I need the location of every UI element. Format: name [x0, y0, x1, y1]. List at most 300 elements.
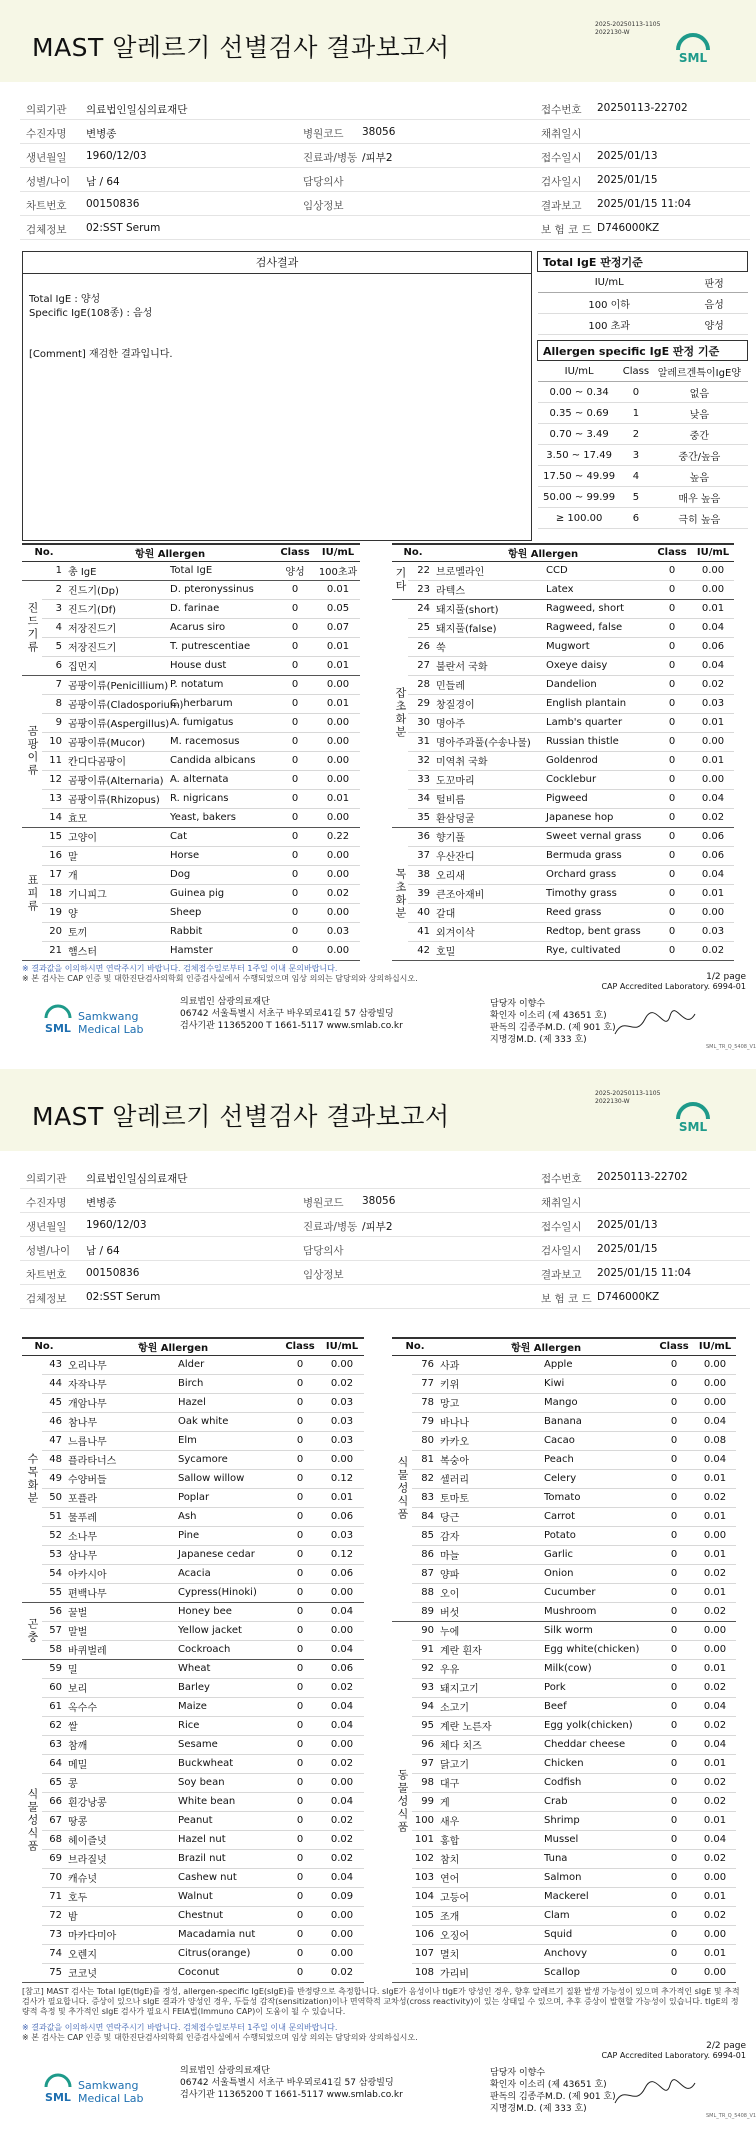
allergen-row [22, 1564, 364, 1583]
allergen-iu: 0.01 [694, 1507, 736, 1526]
info-clinical-label: 임상정보 [303, 200, 344, 212]
allergen-en: Sweet vernal grass [544, 827, 652, 846]
allergen-no: 37 [408, 846, 434, 865]
allergen-class: 0 [652, 656, 692, 675]
allergen-ko: 가리비 [438, 1963, 542, 1982]
allergen-en: Guinea pig [168, 884, 274, 903]
sml-footer-logo-icon [44, 1002, 164, 1042]
allergen-iu: 0.00 [694, 1355, 736, 1374]
allergen-row [22, 789, 360, 808]
allergen-row [392, 1355, 736, 1374]
allergen-class: 0 [274, 599, 316, 618]
allergen-no: 40 [408, 903, 434, 922]
allergen-ko: 말벌 [66, 1621, 176, 1640]
allergen-row [22, 1849, 364, 1868]
allergen-iu: 0.04 [320, 1716, 364, 1735]
allergen-ko: 누에 [438, 1621, 542, 1640]
allergen-iu: 0.00 [316, 808, 360, 827]
allergen-iu: 0.04 [694, 1830, 736, 1849]
info-sex: 남 / 64 [86, 176, 120, 188]
allergen-class: 0 [280, 1583, 320, 1602]
info-row [20, 168, 750, 192]
allergen-row [22, 694, 360, 713]
allergen-iu: 0.00 [694, 1868, 736, 1887]
allergen-row [392, 1925, 736, 1944]
allergen-row [22, 865, 360, 884]
allergen-row [22, 1887, 364, 1906]
col-class: Class [654, 1338, 694, 1355]
allergen-no: 16 [42, 846, 66, 865]
allergen-en: Banana [542, 1412, 654, 1431]
allergen-en: Timothy grass [544, 884, 652, 903]
allergen-iu: 0.02 [692, 941, 734, 960]
doc-code: 2025-20250113-1105 2022130-W [595, 1090, 661, 1105]
allergen-en: Buckwheat [176, 1754, 280, 1773]
allergen-class: 0 [654, 1545, 694, 1564]
allergen-en: Yeast, bakers [168, 808, 274, 827]
allergen-ko: 브라질넛 [66, 1849, 176, 1868]
report-page-2 [0, 1069, 756, 2138]
allergen-class: 0 [654, 1640, 694, 1659]
allergen-iu: 0.06 [320, 1564, 364, 1583]
allergen-class: 0 [274, 808, 316, 827]
info-clinical-label: 임상정보 [303, 1269, 344, 1281]
allergen-class: 0 [280, 1944, 320, 1963]
info-sex: 남 / 64 [86, 1245, 120, 1257]
info-blood-label: 채취일시 [541, 128, 582, 140]
allergen-no: 56 [42, 1602, 66, 1621]
allergen-class: 0 [280, 1887, 320, 1906]
col-class: Class [274, 544, 316, 561]
allergen-ko: 조개 [438, 1906, 542, 1925]
allergen-ko: 오리새 [434, 865, 544, 884]
allergen-row [22, 637, 360, 656]
col-class: Class [652, 544, 692, 561]
allergen-ko: 키위 [438, 1374, 542, 1393]
allergen-iu: 0.00 [692, 770, 734, 789]
criteria-row: 17.50 ~ 49.99 4 높음 [538, 466, 748, 487]
allergen-iu: 0.00 [316, 751, 360, 770]
allergen-en: Pine [176, 1526, 280, 1545]
allergen-no: 97 [412, 1754, 438, 1773]
allergen-en: Wheat [176, 1659, 280, 1678]
allergen-no: 91 [412, 1640, 438, 1659]
allergen-row [392, 827, 734, 846]
allergen-class: 0 [280, 1716, 320, 1735]
allergen-ko: 연어 [438, 1868, 542, 1887]
allergen-no: 23 [408, 580, 434, 599]
allergen-no: 64 [42, 1754, 66, 1773]
allergen-class: 0 [274, 922, 316, 941]
allergen-iu: 0.22 [316, 827, 360, 846]
allergen-row [392, 1507, 736, 1526]
allergen-en: Apple [542, 1355, 654, 1374]
allergen-no: 44 [42, 1374, 66, 1393]
allergen-iu: 0.00 [320, 1735, 364, 1754]
allergen-no: 82 [412, 1469, 438, 1488]
result-specific-ige: Specific IgE(108종) : 음성 [29, 308, 153, 319]
doc-code: 2025-20250113-1105 2022130-W [595, 21, 661, 36]
allergen-iu: 0.09 [320, 1887, 364, 1906]
allergen-row [392, 770, 734, 789]
allergen-class: 0 [280, 1925, 320, 1944]
allergen-ko: 털비름 [434, 789, 544, 808]
allergen-ko: 메밀 [66, 1754, 176, 1773]
allergen-class: 0 [280, 1602, 320, 1621]
info-receipt: 20250113-22702 [597, 1171, 688, 1183]
allergen-no: 5 [42, 637, 66, 656]
group-label [22, 561, 42, 580]
allergen-ko: 고양이 [66, 827, 168, 846]
allergen-en: Squid [542, 1925, 654, 1944]
allergen-no: 49 [42, 1469, 66, 1488]
info-receipt: 20250113-22702 [597, 102, 688, 114]
allergen-no: 22 [408, 561, 434, 580]
svg-text:SML: SML [678, 1120, 708, 1134]
allergen-ko: 삼나무 [66, 1545, 176, 1564]
allergen-class: 0 [654, 1697, 694, 1716]
sml-logo-icon [672, 30, 714, 72]
info-dept: /피부2 [362, 152, 393, 164]
col-no: No. [22, 1338, 66, 1355]
allergen-ko: 불란서 국화 [434, 656, 544, 675]
allergen-ko: 총 IgE [66, 561, 168, 580]
allergen-iu: 0.00 [692, 903, 734, 922]
allergen-class: 0 [274, 713, 316, 732]
allergen-ko: 오렌지 [66, 1944, 176, 1963]
allergen-no: 33 [408, 770, 434, 789]
group-label: 곤충 [22, 1602, 42, 1659]
allergen-class: 0 [274, 637, 316, 656]
allergen-class: 0 [280, 1545, 320, 1564]
allergen-row [22, 922, 360, 941]
allergen-class: 0 [654, 1469, 694, 1488]
allergen-no: 106 [412, 1925, 438, 1944]
allergen-ko: 자작나무 [66, 1374, 176, 1393]
allergen-en: Acacia [176, 1564, 280, 1583]
allergen-row [22, 941, 360, 960]
allergen-iu: 0.01 [694, 1659, 736, 1678]
allergen-iu: 0.00 [316, 865, 360, 884]
allergen-iu: 0.08 [694, 1431, 736, 1450]
allergen-ko: 새우 [438, 1811, 542, 1830]
allergen-en: Potato [542, 1526, 654, 1545]
allergen-no: 48 [42, 1450, 66, 1469]
allergen-class: 0 [274, 789, 316, 808]
allergen-iu: 0.02 [692, 808, 734, 827]
allergen-en: Bermuda grass [544, 846, 652, 865]
allergen-ko: 소고기 [438, 1697, 542, 1716]
info-ins-label: 보 험 코 드 [541, 1293, 592, 1305]
allergen-en: Mugwort [544, 637, 652, 656]
allergen-no: 87 [412, 1564, 438, 1583]
allergen-en: Reed grass [544, 903, 652, 922]
allergen-en: House dust [168, 656, 274, 675]
allergen-no: 61 [42, 1697, 66, 1716]
svg-text:Medical Lab: Medical Lab [78, 1023, 144, 1036]
allergen-en: Onion [542, 1564, 654, 1583]
allergen-en: Orchard grass [544, 865, 652, 884]
allergen-no: 67 [42, 1811, 66, 1830]
report-header [0, 1069, 756, 1151]
info-blood-label: 채취일시 [541, 1197, 582, 1209]
allergen-no: 69 [42, 1849, 66, 1868]
notes: ※ 결과값을 이의하시면 연락주시기 바랍니다. 검체접수일로부터 1주일 이내 문의바랍니다. ※ 본 검사는 CAP 인증 및 대한진단검사의학회 인증검사실에서 수행되었으며 임상 의의는 담당의와 상의하십시오. [22, 964, 418, 983]
allergen-en: Total IgE [168, 561, 274, 580]
allergen-no: 59 [42, 1659, 66, 1678]
allergen-row [392, 561, 734, 580]
allergen-row [22, 618, 360, 637]
allergen-iu: 0.02 [694, 1773, 736, 1792]
allergen-no: 29 [408, 694, 434, 713]
allergen-iu: 0.04 [320, 1602, 364, 1621]
allergen-iu: 0.03 [320, 1393, 364, 1412]
allergen-en: Walnut [176, 1887, 280, 1906]
allergen-class: 0 [654, 1507, 694, 1526]
allergen-class: 0 [280, 1906, 320, 1925]
allergen-row [392, 1735, 736, 1754]
allergen-ko: 향기풀 [434, 827, 544, 846]
allergen-row [22, 1659, 364, 1678]
allergen-class: 0 [274, 827, 316, 846]
allergen-iu: 0.00 [320, 1621, 364, 1640]
allergen-no: 19 [42, 903, 66, 922]
allergen-class: 0 [652, 789, 692, 808]
allergen-no: 14 [42, 808, 66, 827]
allergen-class: 0 [274, 865, 316, 884]
allergen-iu: 0.03 [320, 1412, 364, 1431]
allergen-ko: 도꼬마리 [434, 770, 544, 789]
allergen-iu: 0.00 [694, 1393, 736, 1412]
allergen-no: 34 [408, 789, 434, 808]
allergen-row [22, 599, 360, 618]
allergen-row [392, 903, 734, 922]
samkwang-logo [44, 1002, 164, 1046]
allergen-class: 0 [274, 580, 316, 599]
allergen-row [22, 1431, 364, 1450]
allergen-class: 0 [654, 1393, 694, 1412]
group-label: 표피류 [22, 827, 42, 960]
test-result-box [22, 251, 532, 541]
info-report-label: 결과보고 [541, 1269, 582, 1281]
allergen-class: 0 [280, 1431, 320, 1450]
allergen-iu: 0.02 [694, 1564, 736, 1583]
info-birth: 1960/12/03 [86, 1219, 147, 1231]
allergen-en: Sesame [176, 1735, 280, 1754]
allergen-class: 0 [654, 1849, 694, 1868]
info-recv: 2025/01/13 [597, 150, 658, 162]
allergen-en: R. nigricans [168, 789, 274, 808]
allergen-no: 75 [42, 1963, 66, 1982]
allergen-iu: 0.02 [694, 1792, 736, 1811]
allergen-class: 0 [654, 1431, 694, 1450]
allergen-no: 107 [412, 1944, 438, 1963]
group-label: 식물성식품 [22, 1659, 42, 1982]
allergen-ko: 고등어 [438, 1887, 542, 1906]
info-row [20, 216, 750, 240]
allergen-iu: 0.04 [320, 1868, 364, 1887]
allergen-class: 0 [274, 751, 316, 770]
allergen-no: 60 [42, 1678, 66, 1697]
allergen-ko: 창질경이 [434, 694, 544, 713]
allergen-en: Goldenrod [544, 751, 652, 770]
allergen-ko: 쌀 [66, 1716, 176, 1735]
allergen-no: 26 [408, 637, 434, 656]
version-code: SML_TR_Q_5408_V1 [706, 2113, 756, 2119]
info-row [20, 192, 750, 216]
allergen-row [22, 1621, 364, 1640]
col-iu: IU/mL [694, 1338, 736, 1355]
allergen-en: Crab [542, 1792, 654, 1811]
allergen-row [392, 1412, 736, 1431]
allergen-class: 0 [280, 1488, 320, 1507]
allergen-ko: 포플라 [66, 1488, 176, 1507]
allergen-row [392, 1944, 736, 1963]
allergen-no: 108 [412, 1963, 438, 1982]
allergen-class: 0 [654, 1830, 694, 1849]
allergen-en: Shrimp [542, 1811, 654, 1830]
allergen-ko: 양파 [438, 1564, 542, 1583]
allergen-en: Kiwi [542, 1374, 654, 1393]
info-patient-label: 수진자명 [26, 128, 67, 140]
allergen-class: 0 [280, 1659, 320, 1678]
allergen-iu: 0.02 [692, 675, 734, 694]
allergen-class: 0 [654, 1488, 694, 1507]
allergen-no: 93 [412, 1678, 438, 1697]
allergen-en: Honey bee [176, 1602, 280, 1621]
allergen-row [392, 1716, 736, 1735]
allergen-no: 10 [42, 732, 66, 751]
allergen-class: 0 [654, 1906, 694, 1925]
info-specimen-label: 검체정보 [26, 224, 67, 236]
signatures: 담당자 이향수 확인자 이소리 (제 43651 호) 판독의 김종주M.D. (제 901 호) 지명경M.D. (제 333 호) [490, 2068, 616, 2114]
allergen-row [392, 751, 734, 770]
allergen-class: 0 [274, 846, 316, 865]
allergen-row [22, 1526, 364, 1545]
allergen-no: 1 [42, 561, 66, 580]
allergen-no: 3 [42, 599, 66, 618]
criteria-row: 3.50 ~ 17.49 3 중간/높음 [538, 445, 748, 466]
criteria-header: Class [621, 361, 651, 382]
allergen-en: Milk(cow) [542, 1659, 654, 1678]
allergen-row [22, 1469, 364, 1488]
allergen-ko: 민들레 [434, 675, 544, 694]
allergen-iu: 0.02 [320, 1963, 364, 1982]
allergen-en: Rabbit [168, 922, 274, 941]
allergen-iu: 0.02 [694, 1716, 736, 1735]
allergen-ko: 외겨이삭 [434, 922, 544, 941]
allergen-iu: 0.00 [316, 941, 360, 960]
col-allergen: 항원 Allergen [66, 544, 274, 561]
allergen-class: 0 [654, 1355, 694, 1374]
allergen-en: Cashew nut [176, 1868, 280, 1887]
allergen-table [392, 543, 734, 961]
allergen-ko: 칸디다곰팡이 [66, 751, 168, 770]
allergen-ko: 버섯 [438, 1602, 542, 1621]
allergen-class: 0 [652, 846, 692, 865]
info-row [20, 144, 750, 168]
allergen-iu: 0.00 [316, 675, 360, 694]
allergen-no: 96 [412, 1735, 438, 1754]
info-chart: 00150836 [86, 1267, 140, 1279]
allergen-en: Maize [176, 1697, 280, 1716]
allergen-row [22, 1393, 364, 1412]
allergen-no: 42 [408, 941, 434, 960]
allergen-no: 68 [42, 1830, 66, 1849]
allergen-row [22, 827, 360, 846]
allergen-ko: 오이 [438, 1583, 542, 1602]
allergen-class: 0 [274, 694, 316, 713]
allergen-ko: 저장진드기 [66, 637, 168, 656]
allergen-ko: 양 [66, 903, 168, 922]
allergen-no: 15 [42, 827, 66, 846]
signatures: 담당자 이향수 확인자 이소리 (제 43651 호) 판독의 김종주M.D. (제 901 호) 지명경M.D. (제 333 호) [490, 999, 616, 1045]
sml-footer-logo-icon [44, 2071, 164, 2111]
group-label: 목초화분 [392, 827, 408, 960]
allergen-iu: 0.00 [316, 846, 360, 865]
allergen-en: Pork [542, 1678, 654, 1697]
allergen-class: 0 [654, 1374, 694, 1393]
allergen-no: 50 [42, 1488, 66, 1507]
allergen-en: Garlic [542, 1545, 654, 1564]
allergen-row [22, 1735, 364, 1754]
allergen-en: Yellow jacket [176, 1621, 280, 1640]
allergen-iu: 0.01 [320, 1488, 364, 1507]
col-iu: IU/mL [320, 1338, 364, 1355]
allergen-class: 0 [280, 1811, 320, 1830]
allergen-iu: 0.00 [320, 1583, 364, 1602]
info-hospcode-label: 병원코드 [303, 1197, 344, 1209]
allergen-class: 0 [274, 656, 316, 675]
allergen-iu: 0.02 [316, 884, 360, 903]
info-hospital-label: 의뢰기관 [26, 1173, 67, 1185]
info-receipt-label: 접수번호 [541, 1173, 582, 1185]
allergen-no: 98 [412, 1773, 438, 1792]
allergen-no: 39 [408, 884, 434, 903]
report-header [0, 0, 756, 82]
allergen-en: Brazil nut [176, 1849, 280, 1868]
allergen-class: 0 [654, 1925, 694, 1944]
sml-logo-icon [672, 1099, 714, 1141]
allergen-class: 0 [652, 922, 692, 941]
allergen-class: 0 [654, 1621, 694, 1640]
allergen-ko: 오리나무 [66, 1355, 176, 1374]
allergen-no: 86 [412, 1545, 438, 1564]
info-dept: /피부2 [362, 1221, 393, 1233]
allergen-class: 0 [652, 884, 692, 903]
allergen-ko: 호두 [66, 1887, 176, 1906]
allergen-row [392, 1431, 736, 1450]
result-title: 검사결과 [23, 252, 531, 274]
allergen-row [22, 1640, 364, 1659]
allergen-no: 21 [42, 941, 66, 960]
allergen-no: 35 [408, 808, 434, 827]
allergen-row [22, 1830, 364, 1849]
allergen-no: 55 [42, 1583, 66, 1602]
allergen-ko: 라텍스 [434, 580, 544, 599]
allergen-class: 0 [274, 770, 316, 789]
allergen-no: 76 [412, 1355, 438, 1374]
allergen-class: 0 [652, 675, 692, 694]
svg-text:Samkwang: Samkwang [78, 1010, 139, 1023]
allergen-class: 0 [654, 1963, 694, 1982]
allergen-no: 53 [42, 1545, 66, 1564]
allergen-ko: 소나무 [66, 1526, 176, 1545]
allergen-class: 0 [654, 1583, 694, 1602]
allergen-iu: 0.00 [316, 903, 360, 922]
allergen-class: 0 [654, 1659, 694, 1678]
allergen-ko: 마늘 [438, 1545, 542, 1564]
